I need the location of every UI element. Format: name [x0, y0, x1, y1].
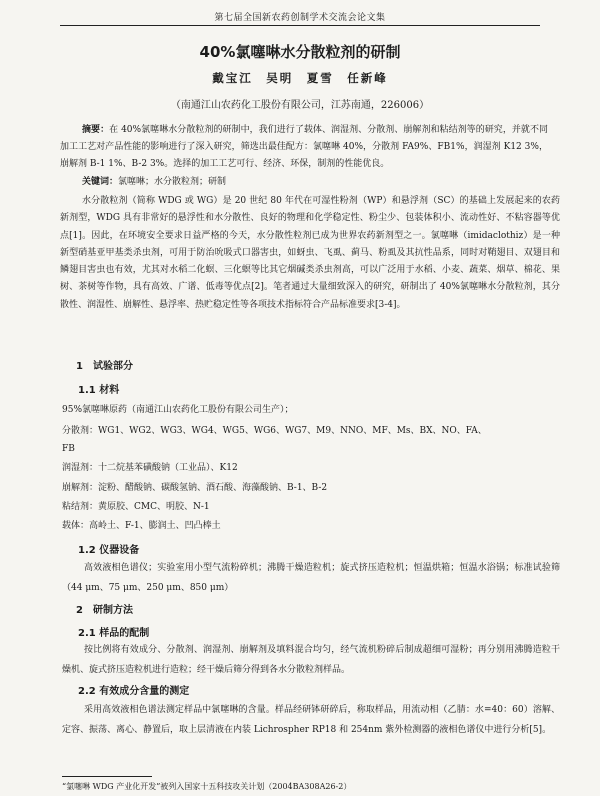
authors: 戴宝江 吴明 夏雪 任新峰 [212, 71, 388, 85]
abstract-text: 在 40%氯噻啉水分散粒剂的研制中，我们进行了载体、润湿剂、分散剂、崩解剂和粘结剂等的研究，并就不同加工工艺对产品性能的影响进行了深入研究，筛选出最佳配方：氯噻啉 40%，分散剂 FA9%、FB1%，润湿剂 K12 3%，崩解剂 B-1 1%、B-2 3%。选择的加工工艺可行、经济、环保，制剂的性能优良。 [60, 125, 548, 169]
material-line: 粘结剂：黄原胶、CMC、明胶、N-1 [62, 502, 210, 512]
material-line: 分散剂：WG1、WG2、WG3、WG4、WG5、WG6、WG7、M9、NNO、MF、Ms、BX、NO、FA、 [62, 426, 487, 436]
subsection-heading-content-method: 2.2 有效成分含量的测定 [78, 686, 190, 697]
section-heading-experimental: 1 试验部分 [76, 361, 133, 372]
material-line: 载体：高岭土、F-1、膨润土、凹凸棒土 [62, 521, 221, 531]
sample-prep-paragraph: 按比例将有效成分、分散剂、润湿剂、崩解剂及填料混合均匀，经气流机粉碎后制成超细可湿粉；再分别用沸腾造粒干燥机、旋式挤压造粒机进行造粒；经干燥后筛分得到各水分散粒剂样品。 [62, 645, 560, 675]
subsection-heading-materials: 1.1 材料 [78, 385, 120, 396]
equipment-paragraph: 高效液相色谱仪；实验室用小型气流粉碎机；沸腾干燥造粒机；旋式挤压造粒机；恒温烘箱；恒温水浴锅；标准试验筛（44 μm、75 μm、250 μm、850 μm） [62, 563, 560, 593]
header-rule [60, 25, 540, 26]
keywords-label: 关键词： [82, 177, 119, 187]
section-heading-methods: 2 研制方法 [76, 605, 133, 616]
abstract-label: 摘要： [82, 125, 110, 135]
footnote-rule [62, 776, 152, 777]
keywords [82, 175, 548, 189]
material-line: 崩解剂：淀粉、醋酸钠、碳酸氢钠、酒石酸、海藻酸钠、B-1、B-2 [62, 483, 328, 493]
keywords-text: 氯噻啉；水分散粒剂；研制 [118, 177, 227, 187]
content-method-paragraph: 采用高效液相色谱法测定样品中氯噻啉的含量。样品经研钵研碎后，称取样品，用流动相（乙腈：水=40：60）溶解、定容、振荡、离心、静置后，取上层清液在内装 Lichrospher RP18 和 254nm 紫外检测器的液相色谱仪中进行分析[5]。 [62, 705, 560, 735]
material-line: FB [62, 444, 75, 454]
subsection-heading-equipment: 1.2 仪器设备 [78, 545, 140, 556]
footnote: “氯噻啉 WDG 产业化开发”被列入国家十五科技攻关计划（2004BA308A26-2） [62, 782, 352, 791]
introduction-paragraph: 水分散粒剂（简称 WDG 或 WG）是 20 世纪 80 年代在可湿性粉剂（WP）和悬浮剂（SC）的基础上发展起来的农药新剂型，WDG 具有非常好的悬浮性和水分散性、良好的物理和化学稳定性、粉尘少、包装体积小、流动性好、不粘容器等优点[1]。因此，在环境安全要求日益严格的今天，水分散性粒剂已成为世界农药新剂型之一。氯噻啉（imidaclothiz）是一种新型硝基亚甲基类杀虫剂，可用于防治吮吸式口器害虫，如蚜虫、飞虱、蓟马、粉虱及其抗性品系，同时对鞘翅目、双翅目和鳞翅目害虫也有效，尤其对水稻二化螟、三化螟等比其它烟碱类杀虫剂高，可以广泛用于水稻、小麦、蔬菜、烟草、棉花、果树、茶树等作物，具有高效、广谱、低毒等优点[2]。笔者通过大量细致深入的研究，研制出了 40%氯噻啉水分散粒剂，其分散性、润湿性、崩解性、悬浮率、热贮稳定性等各项技术指标符合产品标准要求[3-4]。 [60, 196, 560, 310]
material-line: 润湿剂：十二烷基苯磺酸钠（工业品）、K12 [62, 463, 238, 473]
affiliation: （南通江山农药化工股份有限公司，江苏南通，226006） [170, 100, 430, 111]
running-header: 第七届全国新农药创制学术交流会论文集 [214, 13, 386, 23]
material-line: 95%氯噻啉原药（南通江山农药化工股份有限公司生产）； [62, 405, 294, 415]
abstract [60, 122, 548, 173]
subsection-heading-sample-prep: 2.1 样品的配制 [78, 628, 150, 639]
paper-title: 40%氯噻啉水分散粒剂的研制 [199, 43, 401, 61]
